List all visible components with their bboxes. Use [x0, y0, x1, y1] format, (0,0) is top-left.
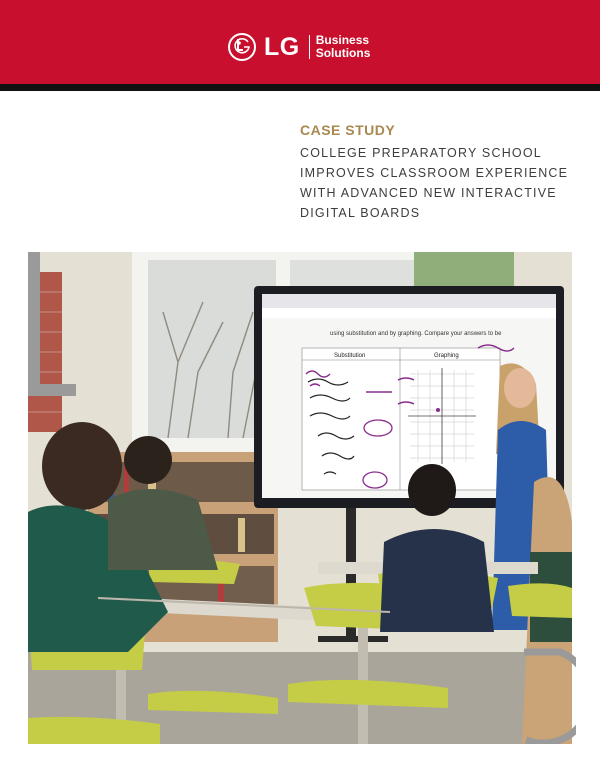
lg-face-icon — [228, 33, 256, 61]
brand-header — [0, 0, 600, 84]
tagline-line-1: Business — [315, 33, 370, 47]
col-graphing: Graphing — [434, 353, 459, 359]
headline-line-4: DIGITAL BOARDS — [300, 206, 421, 220]
classroom-illustration — [28, 252, 572, 744]
accent-arc — [516, 648, 576, 744]
tagline-line-2: Solutions — [315, 46, 371, 60]
eyebrow-label: CASE STUDY — [300, 122, 396, 138]
lg-logo[interactable] — [228, 31, 370, 63]
accent-bracket-top — [28, 252, 40, 396]
header-rule — [0, 84, 600, 91]
headline — [300, 143, 590, 223]
board-instruction: using substitution and by graphing. Compare your answers to be — [330, 331, 502, 337]
classroom-photo — [28, 252, 572, 744]
headline-line-1: COLLEGE PREPARATORY SCHOOL — [300, 146, 542, 160]
accent-bracket-top-foot — [28, 384, 76, 396]
col-substitution: Substitution — [334, 353, 366, 359]
lg-wordmark: LG — [264, 32, 300, 61]
headline-line-2: IMPROVES CLASSROOM EXPERIENCE — [300, 166, 569, 180]
logo-divider — [309, 35, 310, 59]
logo-tagline — [316, 34, 371, 60]
headline-line-3: WITH ADVANCED NEW INTERACTIVE — [300, 186, 557, 200]
